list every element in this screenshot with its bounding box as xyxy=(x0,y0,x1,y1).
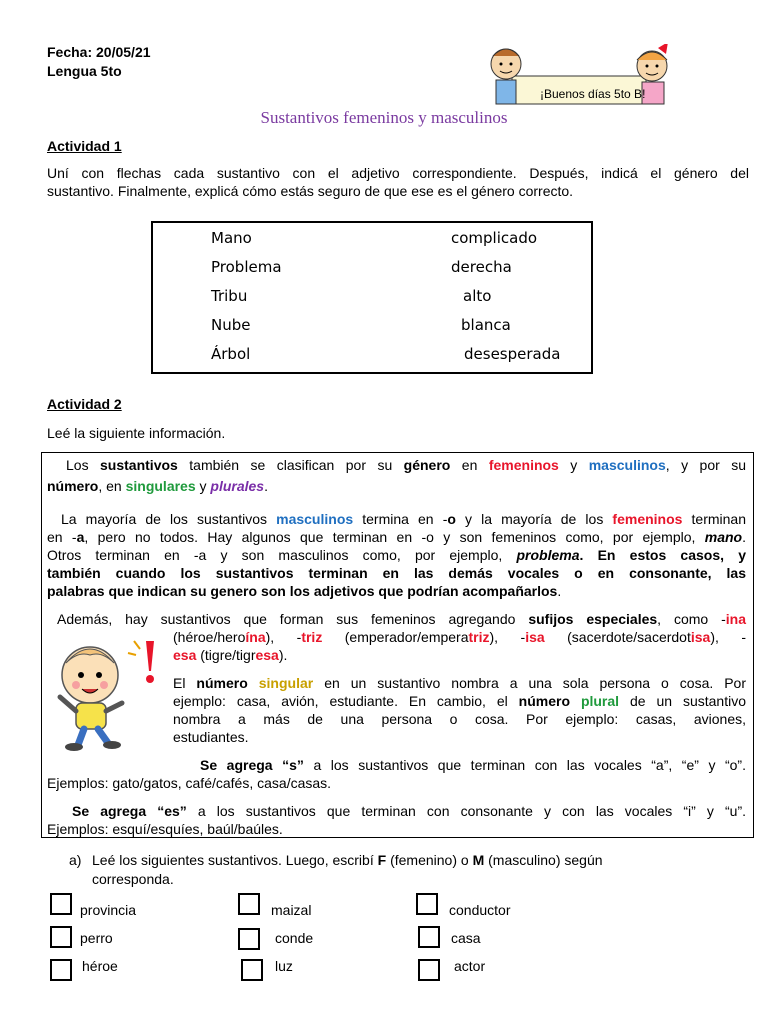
word-luz: luz xyxy=(275,958,293,974)
activity-2-intro: Leé la siguiente información. xyxy=(47,425,226,441)
adjective-item: complicado xyxy=(451,229,538,247)
activity-1-instructions-line-1: Uní con flechas cada sustantivo con el adjetivo correspondiente. Después, indicá el género del xyxy=(47,165,749,181)
word-conductor: conductor xyxy=(449,902,511,918)
word-casa: casa xyxy=(451,930,481,946)
info-paragraph-5-line-1: Se agrega “s” a los sustantivos que terminan con las vocales “a”, “e” y “o”. xyxy=(200,757,746,773)
noun-item: Tribu xyxy=(211,287,248,305)
information-box xyxy=(41,452,754,838)
info-paragraph-3-line-1: Además, hay sustantivos que forman sus femeninos agregando sufijos especiales, como -ina xyxy=(57,611,746,627)
info-paragraph-6-line-2: Ejemplos: esquí/esquíes, baúl/baúles. xyxy=(47,821,283,837)
info-paragraph-2-line-1: La mayoría de los sustantivos masculinos termina en -o y la mayoría de los femeninos terminan xyxy=(61,511,746,527)
info-paragraph-2-line-4: también cuando los sustantivos terminan en las demás vocales o en consonante, las xyxy=(47,565,746,581)
info-paragraph-2-line-3: Otros terminan en -a y son masculinos como, por ejemplo, problema. En estos casos, y xyxy=(47,547,746,563)
answer-box-casa[interactable] xyxy=(418,926,440,948)
info-paragraph-4-line-2: ejemplo: casa, avión, estudiante. En cambio, el número plural de un sustantivo xyxy=(173,693,746,709)
info-paragraph-5-line-2: Ejemplos: gato/gatos, café/cafés, casa/casas. xyxy=(47,775,332,791)
info-paragraph-3-line-2: (héroe/heroína), -triz (emperador/emperatriz), -isa (sacerdote/sacerdotisa), - xyxy=(173,629,747,645)
word-heroe: héroe xyxy=(82,958,118,974)
word-perro: perro xyxy=(80,930,113,946)
word-maizal: maizal xyxy=(271,902,312,918)
answer-box-actor[interactable] xyxy=(418,959,440,981)
info-paragraph-3-line-3: esa (tigre/tigresa). xyxy=(173,647,288,663)
info-paragraph-4-line-3: nombra a más de una persona o cosa. Por ejemplo: casas, aviones, xyxy=(173,711,746,727)
noun-item: Nube xyxy=(211,316,251,334)
noun-item: Árbol xyxy=(211,345,251,363)
exercise-instructions-line-1: Leé los siguientes sustantivos. Luego, escribí F (femenino) o M (masculino) según xyxy=(92,852,603,868)
exercise-label: a) xyxy=(69,852,82,868)
adjective-item: derecha xyxy=(451,258,512,276)
info-paragraph-2-line-5: palabras que indican su genero son los adjetivos que podrían acompañarlos. xyxy=(47,583,562,599)
word-actor: actor xyxy=(454,958,486,974)
answer-box-conductor[interactable] xyxy=(416,893,438,915)
answer-box-maizal[interactable] xyxy=(238,893,260,915)
info-paragraph-6-line-1: Se agrega “es” a los sustantivos que terminan con consonante y con las vocales “i” y “u”. xyxy=(72,803,746,819)
child-cartoon-illustration xyxy=(50,633,168,751)
info-paragraph-2-line-2: en -a, pero no todos. Hay algunos que terminan en -o y son femeninos como, por ejemplo, mano. xyxy=(47,529,746,545)
info-paragraph-1-line-1: Los sustantivos también se clasifican por su género en femeninos y masculinos, y por su xyxy=(66,457,746,473)
answer-box-perro[interactable] xyxy=(50,926,72,948)
adjective-item: desesperada xyxy=(464,345,561,363)
answer-box-heroe[interactable] xyxy=(50,959,72,981)
date-label: Fecha: 20/05/21 xyxy=(47,44,151,60)
word-conde: conde xyxy=(275,930,314,946)
subject-label: Lengua 5to xyxy=(47,63,122,79)
info-paragraph-4-line-1: El número singular en un sustantivo nombra a una sola persona o cosa. Por xyxy=(173,675,747,691)
word-provincia: provincia xyxy=(80,902,137,918)
activity-2-heading: Actividad 2 xyxy=(47,396,122,412)
answer-box-luz[interactable] xyxy=(241,959,263,981)
answer-box-conde[interactable] xyxy=(238,928,260,950)
noun-item: Problema xyxy=(211,258,282,276)
page-title: Sustantivos femeninos y masculinos xyxy=(260,108,508,127)
banner-text: ¡Buenos días 5to B! xyxy=(540,87,646,101)
exercise-instructions-line-2: corresponda. xyxy=(92,871,174,887)
adjective-item: blanca xyxy=(461,316,511,334)
activity-1-heading: Actividad 1 xyxy=(47,138,122,154)
noun-item: Mano xyxy=(211,229,252,247)
info-paragraph-4-line-4: estudiantes. xyxy=(173,729,249,745)
info-paragraph-1-line-2: número, en singulares y plurales. xyxy=(47,478,268,494)
adjective-item: alto xyxy=(463,287,492,305)
answer-box-provincia[interactable] xyxy=(50,893,72,915)
activity-1-instructions-line-2: sustantivo. Finalmente, explicá cómo estás seguro de que ese es el género correcto. xyxy=(47,183,574,199)
matching-table xyxy=(151,221,593,374)
